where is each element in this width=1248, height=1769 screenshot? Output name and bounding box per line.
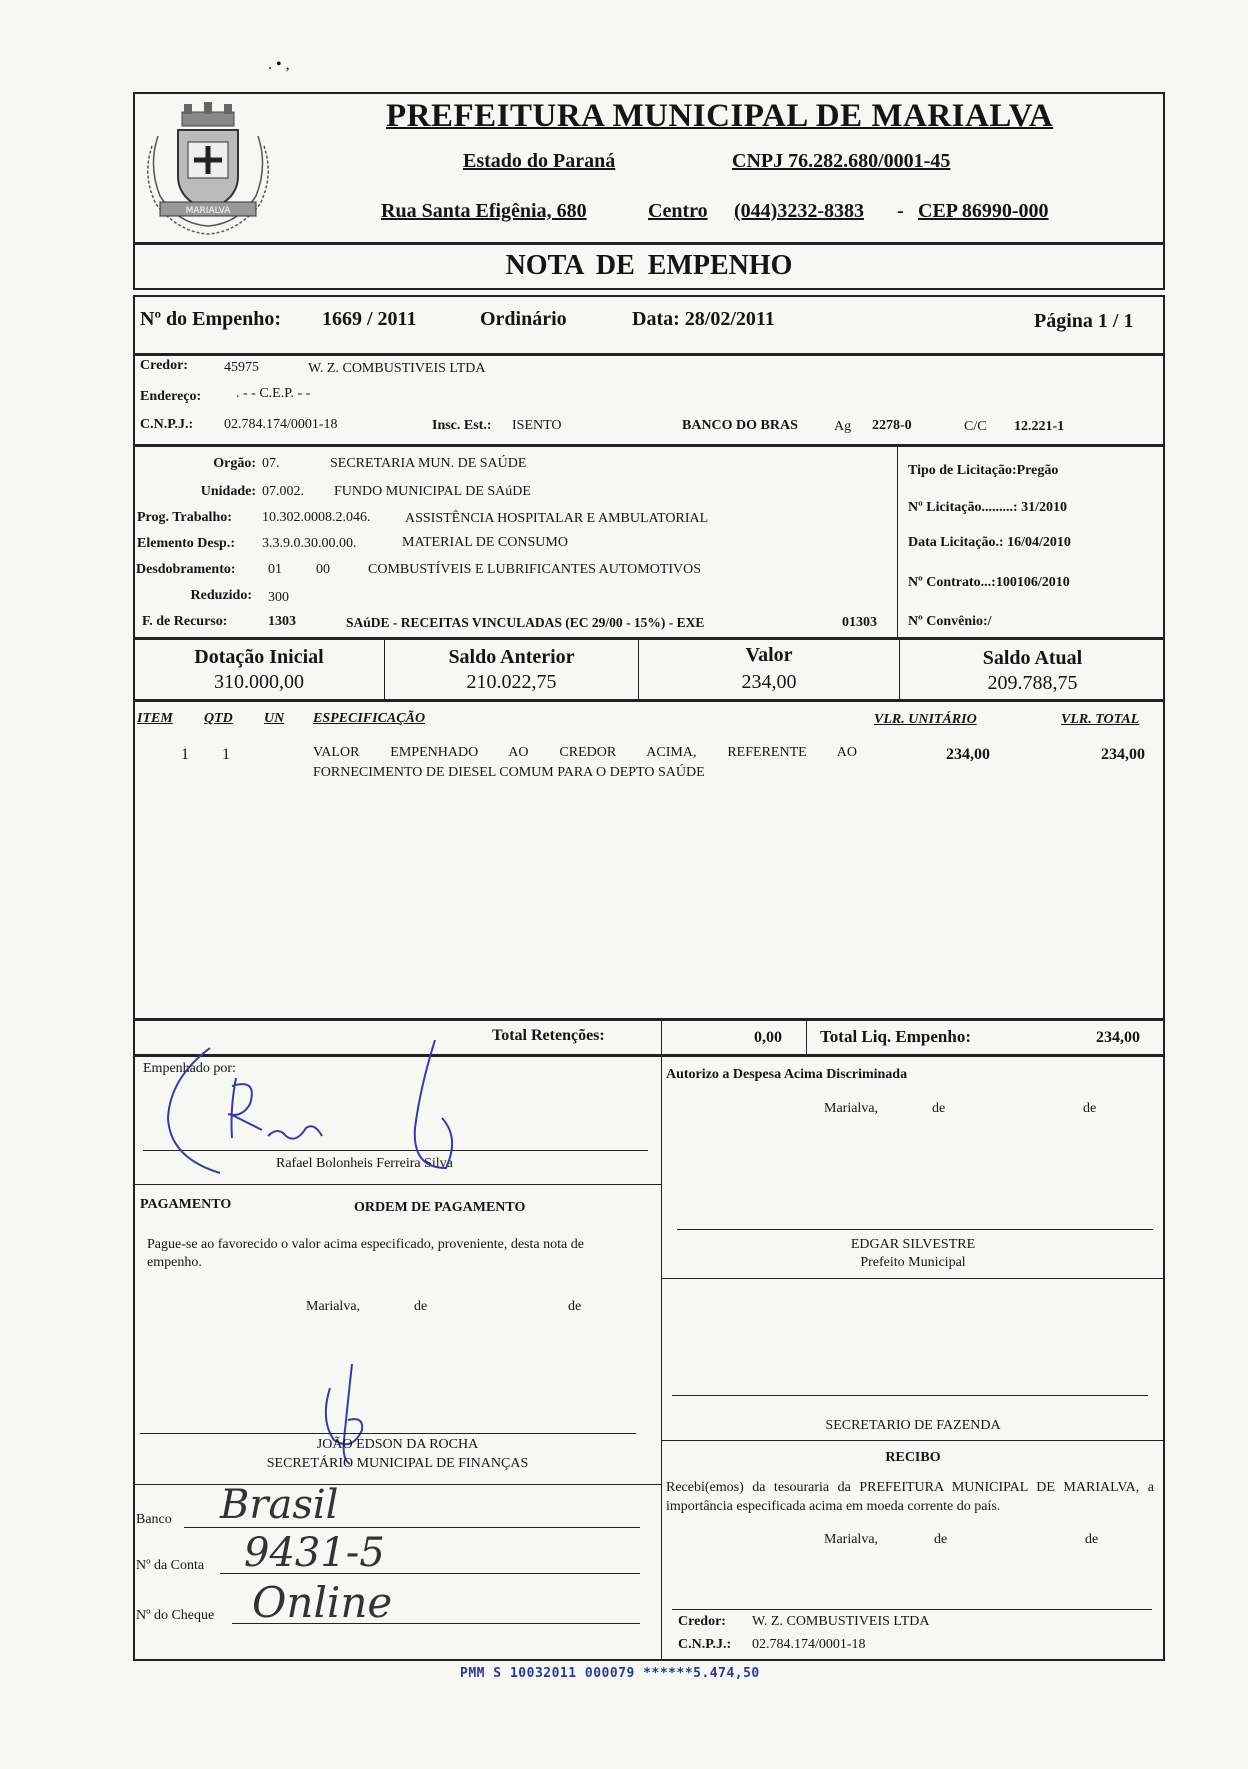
reduzido-label: Reduzido: xyxy=(190,588,252,603)
recibo-title: RECIBO xyxy=(885,1450,941,1465)
fonte-label: F. de Recurso: xyxy=(142,614,228,629)
conta-label: Nº da Conta xyxy=(136,1558,205,1573)
prefeito-role: Prefeito Municipal xyxy=(860,1255,966,1270)
svg-text:MARIALVA: MARIALVA xyxy=(185,206,231,216)
page-number: Página 1 / 1 xyxy=(1034,310,1134,332)
empenhado-signature xyxy=(150,1018,470,1178)
footer-stamp: PMM S 10032011 000079 ******5.474,50 xyxy=(460,1666,760,1681)
empenho-number: 1669 / 2011 xyxy=(322,308,417,330)
recibo-de2: de xyxy=(1085,1532,1099,1547)
orgao-label: Orgão: xyxy=(213,456,256,471)
total-liquido-value: 234,00 xyxy=(1096,1029,1140,1046)
prog-label: Prog. Trabalho: xyxy=(137,510,232,525)
coat-of-arms-logo xyxy=(138,96,278,238)
licitacao-tipo: Tipo de Licitação:Pregão xyxy=(908,463,1059,478)
fonte-code: 1303 xyxy=(268,614,296,629)
unidade-name: FUNDO MUNICIPAL DE SAúDE xyxy=(334,484,531,499)
unidade-label: Unidade: xyxy=(200,484,256,499)
autorizo-label: Autorizo a Despesa Acima Discriminada xyxy=(666,1067,908,1082)
cnpj-label: C.N.P.J.: xyxy=(140,417,194,432)
col-header-vlr-total: VLR. TOTAL xyxy=(1061,712,1140,727)
financas-name: JOÃO EDSON DA ROCHA xyxy=(316,1437,479,1452)
desdobramento-code1: 01 xyxy=(268,562,282,577)
empenhado-por-name: Rafael Bolonheis Ferreira Silva xyxy=(276,1156,453,1171)
agency-label: Ag xyxy=(834,419,852,434)
header-title: PREFEITURA MUNICIPAL DE MARIALVA xyxy=(386,98,1054,134)
saldo-atual-value: 209.788,75 xyxy=(987,672,1078,694)
header-phone: (044)3232-8383 xyxy=(734,200,864,222)
elemento-name: MATERIAL DE CONSUMO xyxy=(402,535,568,550)
autorizo-de2: de xyxy=(1083,1101,1097,1116)
pagamento-text: Pague-se ao favorecido o valor acima especificado, proveniente, desta nota de empenho. xyxy=(147,1237,584,1270)
credor-code: 45975 xyxy=(224,360,259,375)
endereco-label: Endereço: xyxy=(140,389,202,404)
header-cep: CEP 86990-000 xyxy=(918,200,1049,222)
banco-label: Banco xyxy=(136,1512,172,1527)
item-qtd: 1 xyxy=(222,746,230,763)
contrato-numero: Nº Contrato...:100106/2010 xyxy=(908,575,1070,590)
prefeito-name: EDGAR SILVESTRE xyxy=(850,1237,976,1252)
autorizo-city: Marialva, xyxy=(824,1101,879,1116)
empenho-number-label: Nº do Empenho: xyxy=(140,308,282,330)
dotacao-inicial-value: 310.000,00 xyxy=(214,671,304,693)
pagamento-city: Marialva, xyxy=(306,1299,361,1314)
insc-label: Insc. Est.: xyxy=(432,418,492,433)
saldo-anterior-value: 210.022,75 xyxy=(466,671,557,693)
ordem-pagamento-title: ORDEM DE PAGAMENTO xyxy=(354,1200,526,1215)
insc-value: ISENTO xyxy=(512,418,562,433)
orgao-code: 07. xyxy=(262,456,280,471)
recibo-credor-value: W. Z. COMBUSTIVEIS LTDA xyxy=(752,1614,930,1629)
dotacao-inicial-label: Dotação Inicial xyxy=(194,646,324,668)
account-value: 12.221-1 xyxy=(1014,419,1065,434)
item-number: 1 xyxy=(181,746,189,763)
prog-code: 10.302.0008.2.046. xyxy=(262,510,371,525)
orgao-name: SECRETARIA MUN. DE SAÚDE xyxy=(330,456,527,471)
conta-value: 9431-5 xyxy=(244,1530,385,1576)
col-header-espec: ESPECIFICAÇÃO xyxy=(313,711,426,726)
credor-label: Credor: xyxy=(140,358,188,373)
desdobramento-name: COMBUSTÍVEIS E LUBRIFICANTES AUTOMOTIVOS xyxy=(368,562,702,577)
pagamento-label: PAGAMENTO xyxy=(140,1197,232,1212)
cheque-value: Online xyxy=(252,1578,393,1627)
col-header-un: UN xyxy=(264,711,285,726)
cnpj-value: 02.784.174/0001-18 xyxy=(224,417,338,432)
financas-role: SECRETÁRIO MUNICIPAL DE FINANÇAS xyxy=(266,1456,529,1471)
empenho-date: Data: 28/02/2011 xyxy=(632,308,775,330)
cheque-label: Nº do Cheque xyxy=(136,1608,215,1623)
pagamento-de2: de xyxy=(568,1299,582,1314)
header-cnpj: CNPJ 76.282.680/0001-45 xyxy=(732,150,951,172)
item-description-line1: VALOR EMPENHADO AO CREDOR ACIMA, REFERENTE AO xyxy=(313,745,857,760)
reduzido-value: 300 xyxy=(268,590,289,605)
total-liquido-label: Total Liq. Empenho: xyxy=(820,1027,971,1046)
valor-label: Valor xyxy=(745,644,793,666)
header-separator: - xyxy=(897,200,904,222)
desdobramento-code2: 00 xyxy=(316,562,330,577)
financas-signature xyxy=(300,1360,390,1470)
recibo-cnpj-label: C.N.P.J.: xyxy=(678,1637,732,1652)
corner-mark: . • , xyxy=(268,56,290,73)
col-header-qtd: QTD xyxy=(204,711,233,726)
fonte-name: SAúDE - RECEITAS VINCULADAS (EC 29/00 - 15%) - EXE xyxy=(346,615,705,630)
account-label: C/C xyxy=(964,419,987,434)
autorizo-de1: de xyxy=(932,1101,946,1116)
licitacao-numero: Nº Licitação.........: 31/2010 xyxy=(908,500,1067,515)
saldo-atual-label: Saldo Atual xyxy=(982,647,1083,669)
doc-title: NOTA DE EMPENHO xyxy=(505,250,793,281)
convenio-numero: Nº Convênio:/ xyxy=(908,614,992,629)
item-vlr-total: 234,00 xyxy=(1101,746,1145,763)
empenho-type: Ordinário xyxy=(480,308,567,330)
agency-value: 2278-0 xyxy=(872,418,912,433)
licitacao-data: Data Licitação.: 16/04/2010 xyxy=(908,535,1071,550)
fonte-code2: 01303 xyxy=(842,615,877,630)
recibo-de1: de xyxy=(934,1532,948,1547)
recibo-credor-label: Credor: xyxy=(678,1614,726,1629)
total-retencoes-value: 0,00 xyxy=(754,1029,782,1046)
endereco-value: . - - C.E.P. - - xyxy=(236,386,311,401)
total-retencoes-label: Total Retenções: xyxy=(492,1027,605,1044)
item-description-line2: FORNECIMENTO DE DIESEL COMUM PARA O DEPTO SAÚDE xyxy=(313,765,705,780)
unidade-code: 07.002. xyxy=(262,484,304,499)
credor-name: W. Z. COMBUSTIVEIS LTDA xyxy=(308,361,486,376)
col-header-item: ITEM xyxy=(137,711,173,726)
recibo-text: Recebi(emos) da tesouraria da PREFEITURA MUNICIPAL DE MARIALVA, a importância especificada acima em moeda corrente do país. xyxy=(666,1480,1154,1514)
header-state: Estado do Paraná xyxy=(463,150,616,172)
elemento-label: Elemento Desp.: xyxy=(137,536,235,551)
recibo-cnpj-value: 02.784.174/0001-18 xyxy=(752,1637,866,1652)
fazenda-role: SECRETARIO DE FAZENDA xyxy=(825,1418,1001,1433)
elemento-code: 3.3.9.0.30.00.00. xyxy=(262,536,357,551)
saldo-anterior-label: Saldo Anterior xyxy=(448,646,575,668)
desdobramento-label: Desdobramento: xyxy=(136,562,236,577)
banco-value: Brasil xyxy=(220,1482,339,1528)
header-street: Rua Santa Efigênia, 680 xyxy=(381,200,587,222)
col-header-vlr-unit: VLR. UNITÁRIO xyxy=(874,712,977,727)
prog-name: ASSISTÊNCIA HOSPITALAR E AMBULATORIAL xyxy=(405,511,709,526)
header-district: Centro xyxy=(648,200,708,222)
pagamento-de1: de xyxy=(414,1299,428,1314)
empenhado-por-label: Empenhado por: xyxy=(143,1061,236,1076)
recibo-city: Marialva, xyxy=(824,1532,879,1547)
bank-name: BANCO DO BRAS xyxy=(682,418,798,433)
item-vlr-unit: 234,00 xyxy=(946,746,990,763)
valor-value: 234,00 xyxy=(741,671,797,693)
